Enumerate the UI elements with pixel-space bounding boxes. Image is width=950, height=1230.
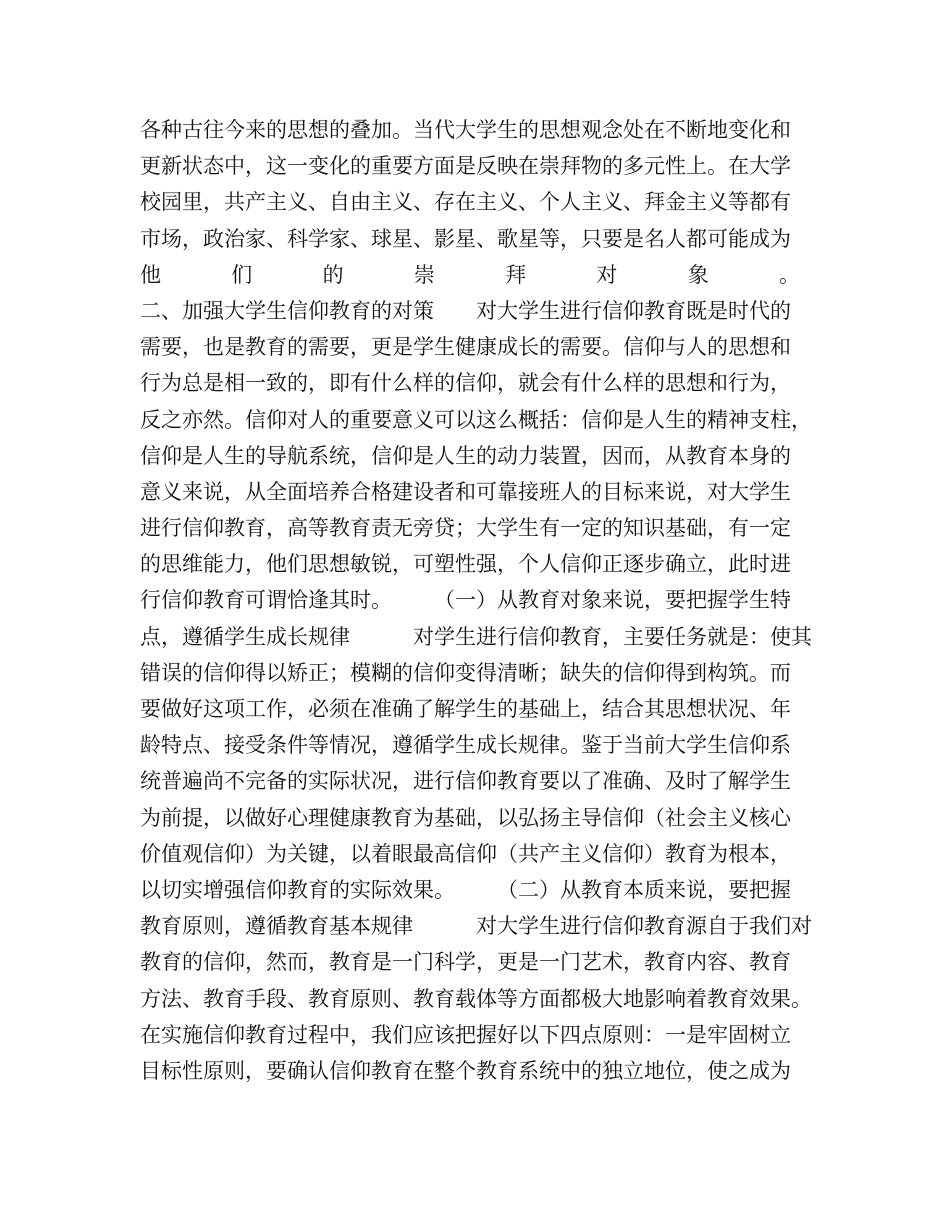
text-line: 更新状态中，这一变化的重要方面是反映在崇拜物的多元性上。在大学 [140, 154, 791, 179]
text-line: 二、加强大学生信仰教育的对策 对大学生进行信仰教育既是时代的 [140, 298, 791, 323]
text-line: 价值观信仰）为关键，以着眼最高信仰（共产主义信仰）教育为根本， [140, 841, 791, 866]
text-line: 方法、教育手段、教育原则、教育载体等方面都极大地影响着教育效果。 [140, 986, 812, 1011]
text-line: 统普遍尚不完备的实际状况，进行信仰教育要以了准确、及时了解学生 [140, 769, 791, 794]
text-line: 市场，政治家、科学家、球星、影星、歌星等，只要是名人都可能成为 [140, 226, 791, 251]
char: 。 [778, 262, 800, 287]
text-line: 各种古往今来的思想的叠加。当代大学生的思想观念处在不断地变化和 [140, 118, 791, 142]
text-line: 目标性原则，要确认信仰教育在整个教育系统中的独立地位，使之成为 [140, 1058, 791, 1083]
char: 的 [322, 262, 344, 287]
text-line: 在实施信仰教育过程中，我们应该把握好以下四点原则：一是牢固树立 [140, 1022, 791, 1047]
text-line: 行信仰教育可谓恰逢其时。 （一）从教育对象来说，要把握学生特 [140, 588, 791, 613]
text-line: 行为总是相一致的，即有什么样的信仰，就会有什么样的思想和行为， [140, 371, 791, 396]
text-line: 点，遵循学生成长规律 对学生进行信仰教育，主要任务就是：使其 [140, 624, 812, 649]
text-line: 以切实增强信仰教育的实际效果。 （二）从教育本质来说，要把握 [140, 877, 791, 902]
char: 崇 [413, 262, 435, 287]
text-line: 错误的信仰得以矫正；模糊的信仰变得清晰；缺失的信仰得到构筑。而 [140, 660, 791, 685]
text-line: 反之亦然。信仰对人的重要意义可以这么概括：信仰是人生的精神支柱， [140, 407, 812, 432]
body-text [140, 112, 830, 1089]
text-line: 为前提，以做好心理健康教育为基础，以弘扬主导信仰（社会主义核心 [140, 805, 791, 830]
text-line: 的思维能力，他们思想敏锐，可塑性强，个人信仰正逐步确立，此时进 [140, 552, 791, 577]
text-line: 教育的信仰，然而，教育是一门科学，更是一门艺术，教育内容、教育 [140, 950, 791, 975]
text-line: 进行信仰教育，高等教育责无旁贷；大学生有一定的知识基础，有一定 [140, 516, 791, 541]
char: 对 [596, 262, 618, 287]
text-line: 意义来说，从全面培养合格建设者和可靠接班人的目标来说，对大学生 [140, 479, 791, 504]
char: 拜 [505, 262, 527, 287]
char: 他 [140, 262, 161, 287]
text-line: 教育原则，遵循教育基本规律 对大学生进行信仰教育源自于我们对 [140, 914, 812, 939]
justified-text-line [140, 257, 800, 293]
char: 象 [687, 262, 709, 287]
text-line: 信仰是人生的导航系统，信仰是人生的动力装置，因而，从教育本身的 [140, 443, 791, 468]
text-line: 要做好这项工作，必须在准确了解学生的基础上，结合其思想状况、年 [140, 697, 791, 721]
text-line: 龄特点、接受条件等情况，遵循学生成长规律。鉴于当前大学生信仰系 [140, 733, 791, 758]
char: 们 [231, 262, 253, 287]
text-line: 需要，也是教育的需要，更是学生健康成长的需要。信仰与人的思想和 [140, 335, 791, 360]
text-line: 校园里，共产主义、自由主义、存在主义、个人主义、拜金主义等都有 [140, 190, 791, 215]
